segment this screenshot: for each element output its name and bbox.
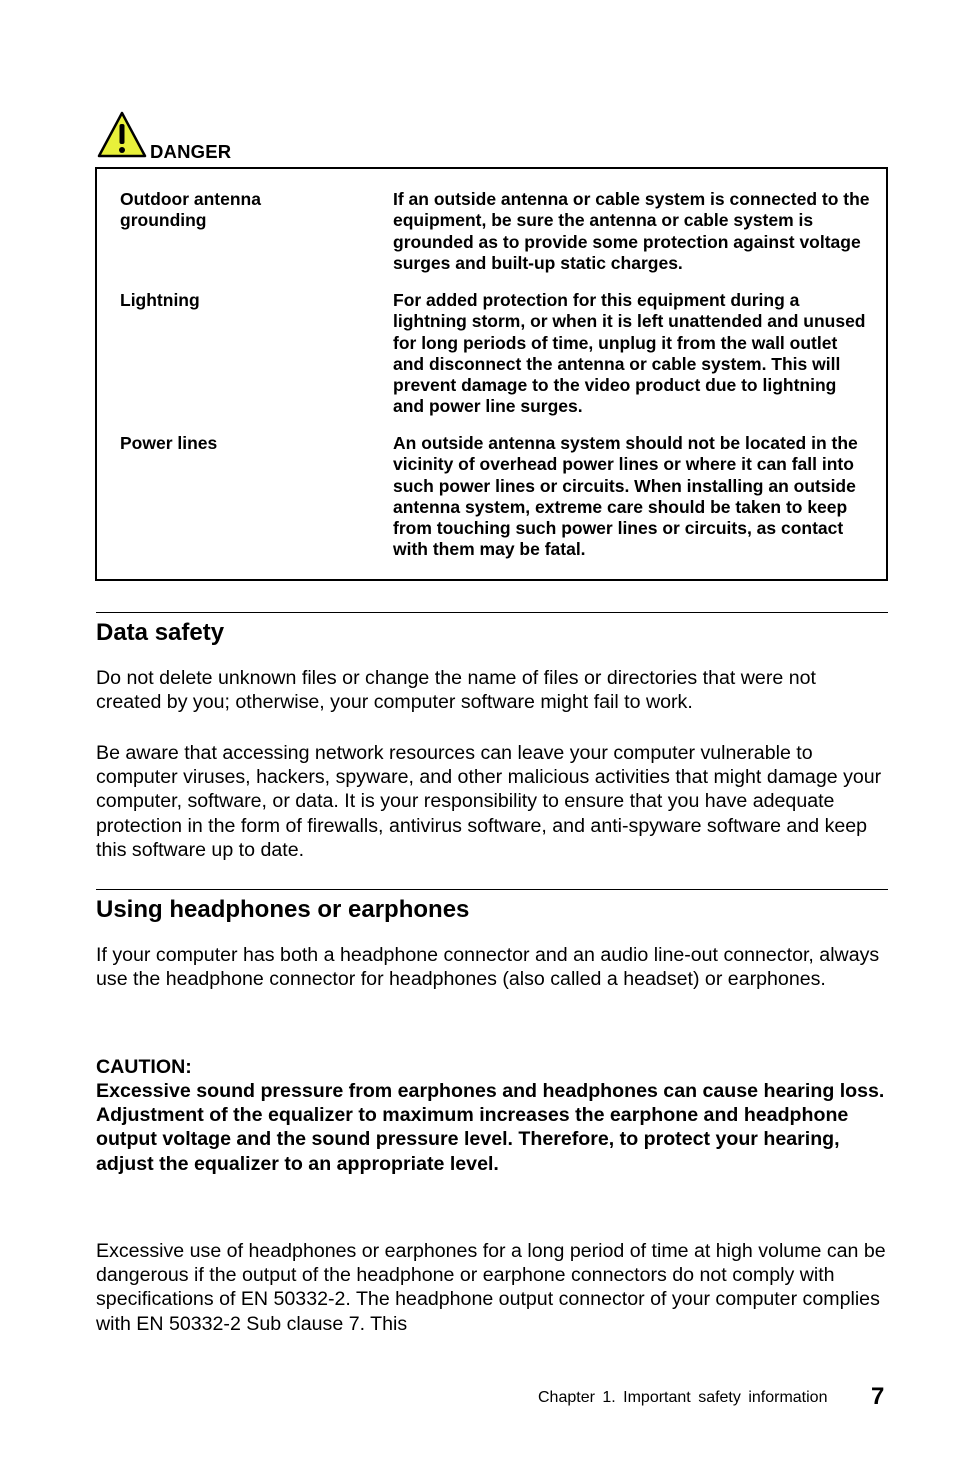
danger-row-text: An outside antenna system should not be located in the vicinity of overhead power lines or where it can fall into such power lines or circuits. When installing an outside antenna system, extreme care should be taken to keep from touching such power lines or circuits, as contact with them may be fatal. <box>393 433 858 560</box>
section-divider <box>96 889 888 890</box>
caution-text: Excessive sound pressure from earphones and headphones can cause hearing loss. Adjustment of the equalizer to maximum increases the earphone and headphone output voltage and the sound pressure level. Therefore, to protect your hearing, adjust the equalizer to an appropriate level. <box>96 1080 885 1175</box>
warning-triangle-icon <box>97 111 147 159</box>
data-safety-heading: Data safety <box>96 619 225 646</box>
danger-row-text: For added protection for this equipment during a lightning storm, or when it is left unattended and unused for long periods of time, unplug it from the wall outlet and disconnect the antenna or cable system. This will prevent damage to the video product due to lightning and power line surges. <box>393 290 866 417</box>
danger-label: DANGER <box>150 141 232 162</box>
data-safety-paragraph-1: Do not delete unknown files or change the name of files or directories that were not created by you; otherwise, your computer software might fail to work. <box>96 667 816 714</box>
danger-notice-box <box>95 167 888 581</box>
danger-row-label: Lightning <box>120 290 200 310</box>
danger-header <box>97 111 397 163</box>
headphones-heading: Using headphones or earphones <box>96 896 470 923</box>
headphones-paragraph-1: If your computer has both a headphone connector and an audio line-out connector, always use the headphone connector for headphones (also called a headset) or earphones. <box>96 944 880 991</box>
danger-row-label: Outdoor antenna grounding <box>120 189 261 231</box>
page-number: 7 <box>871 1383 885 1410</box>
headphones-paragraph-2: Excessive use of headphones or earphones for a long period of time at high volume can be dangerous if the output of the headphone or earphone connectors do not comply with specifications of EN 50332-2. The headphone output connector of your computer complies with EN 50332-2 Sub clause 7. This <box>96 1240 886 1335</box>
danger-row-text: If an outside antenna or cable system is connected to the equipment, be sure the antenna or cable system is grounded as to provide some protection against voltage surges and built-up static charges. <box>393 189 870 273</box>
data-safety-paragraph-2: Be aware that accessing network resources can leave your computer vulnerable to computer viruses, hackers, spyware, and other malicious activities that might damage your computer, software, or data. It is your responsibility to ensure that you have adequate protection in the form of firewalls, antivirus software, and anti-spyware software and keep this software up to date. <box>96 742 882 861</box>
footer-chapter-title: Chapter 1. Important safety information <box>538 1389 828 1406</box>
danger-row-label: Power lines <box>120 433 218 453</box>
caution-label: CAUTION: <box>96 1056 192 1078</box>
section-divider <box>96 612 888 613</box>
